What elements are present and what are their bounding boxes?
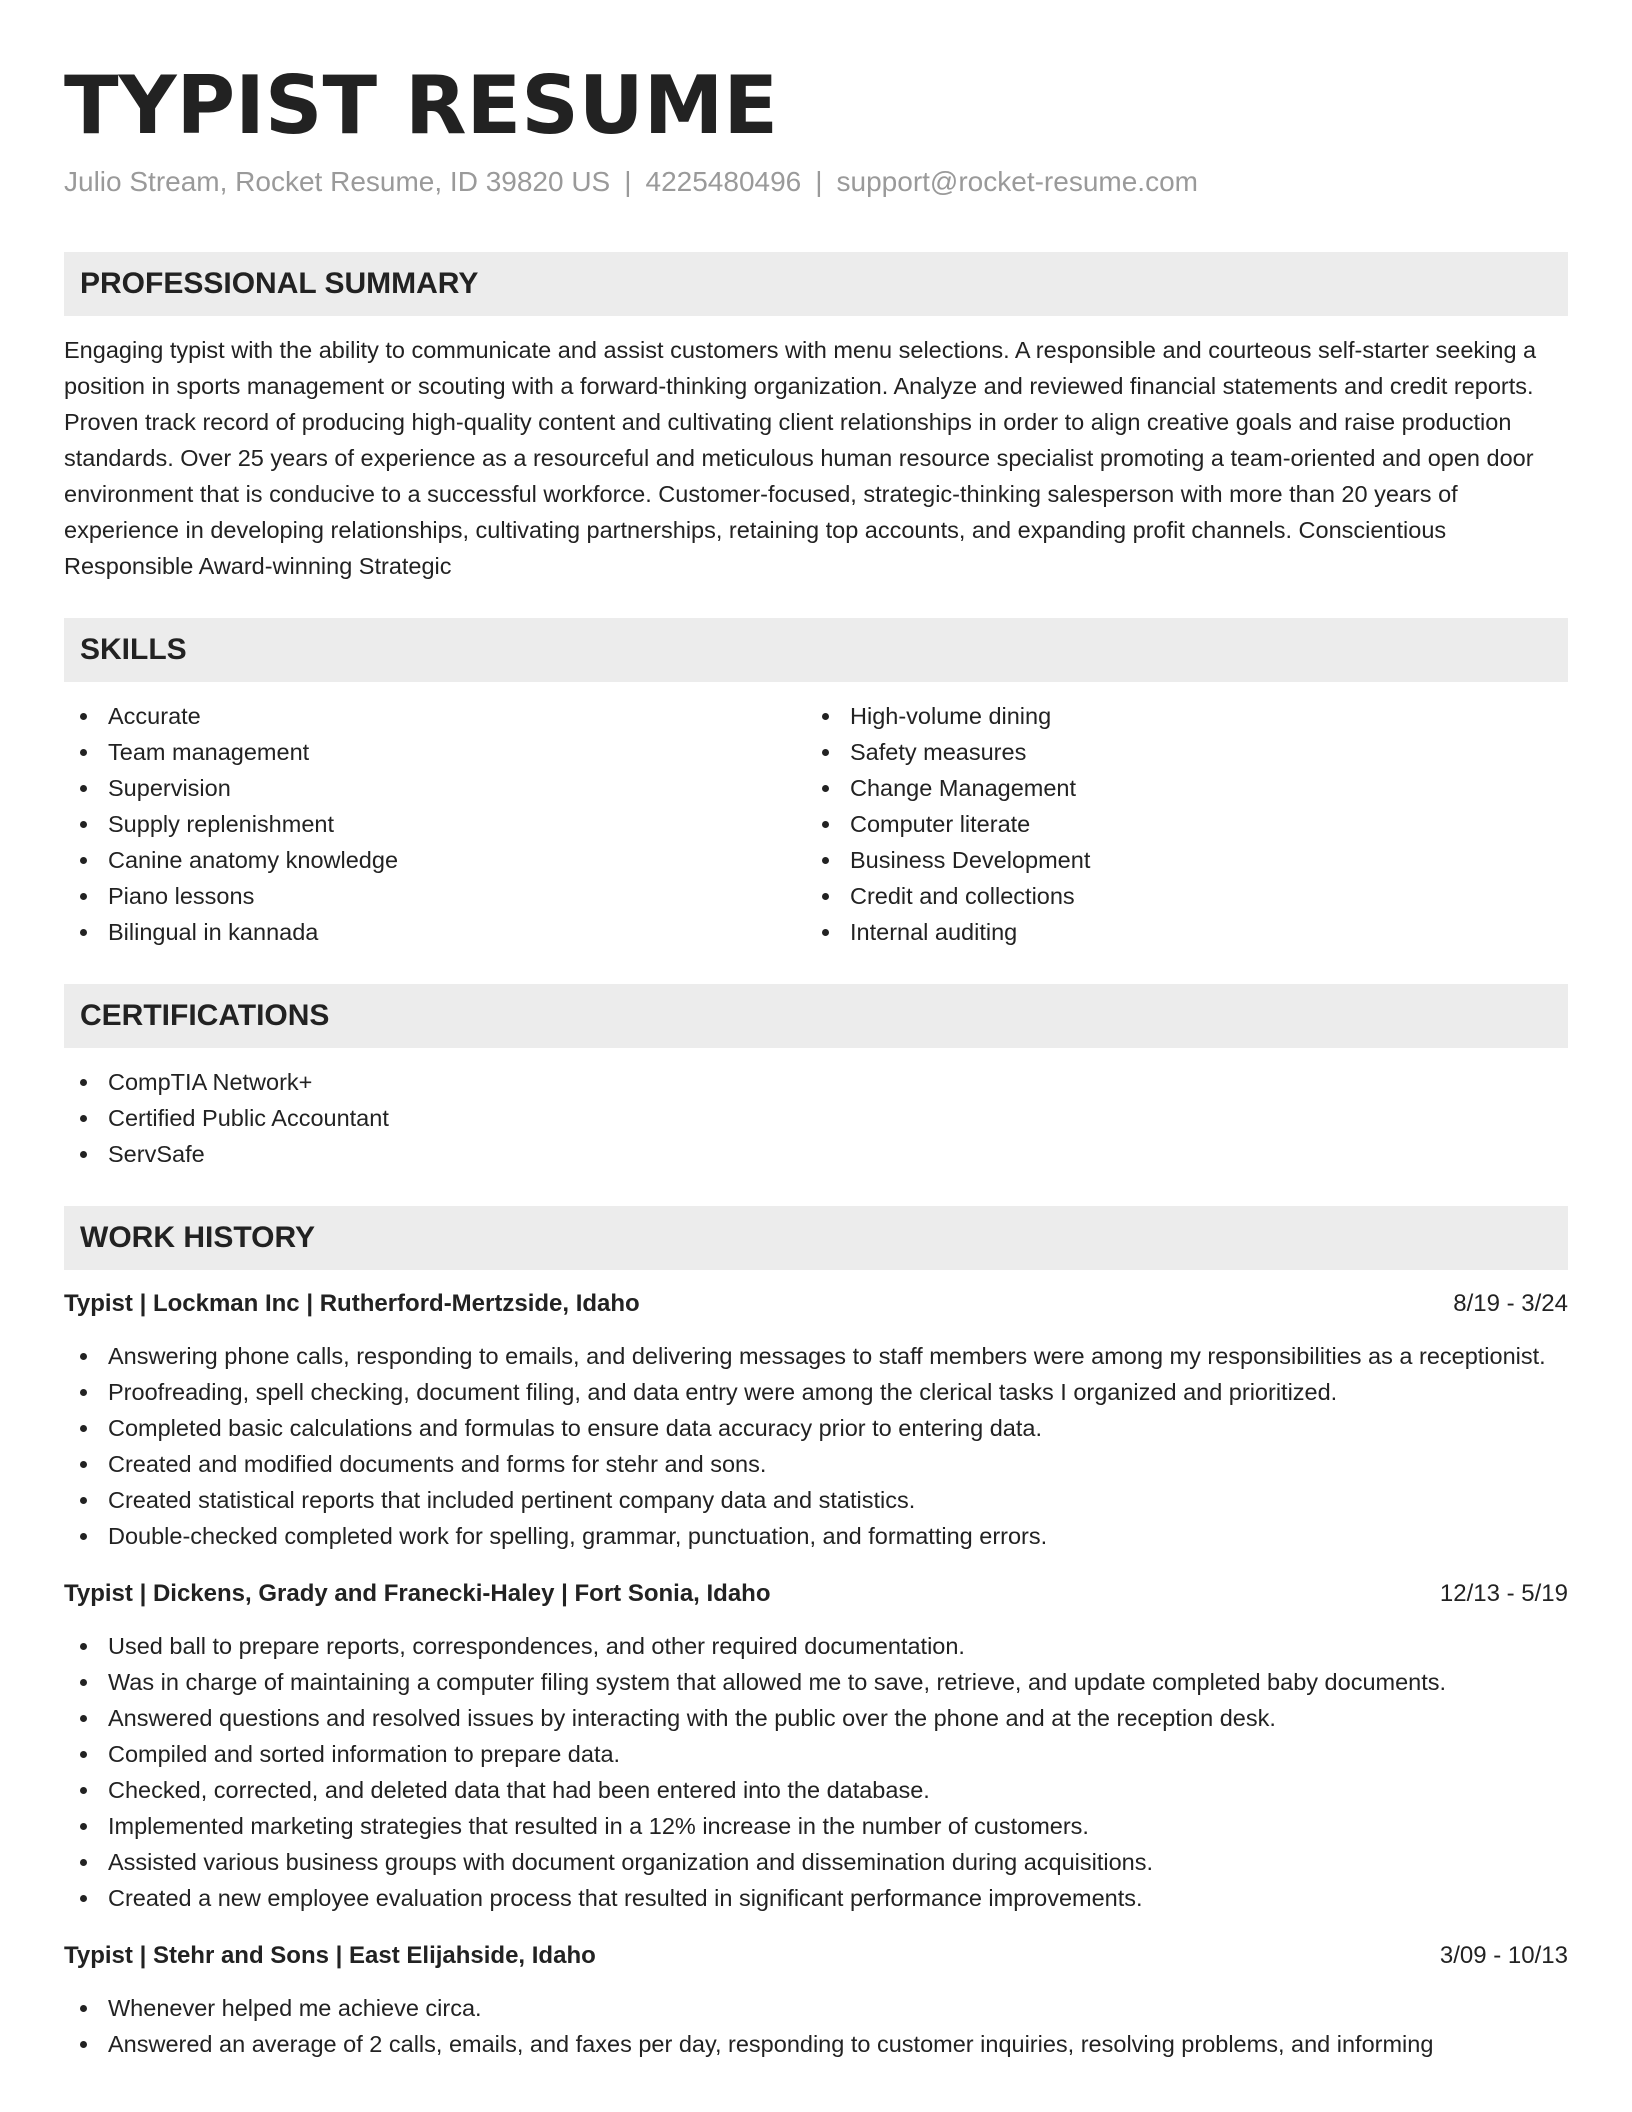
job-bullet: Proofreading, spell checking, document filing, and data entry were among the clerical tasks I organized and prioritized. [64,1374,1568,1410]
skills-grid [64,698,1568,950]
skill-item: Piano lessons [64,878,806,914]
job-header [64,1938,1568,1974]
job-dates: 3/09 - 10/13 [1439,1942,1568,1969]
skill-item: Supervision [64,770,806,806]
job-bullet: Completed basic calculations and formulas to ensure data accuracy prior to entering data. [64,1410,1568,1446]
job-bullet: Checked, corrected, and deleted data that had been entered into the database. [64,1772,1568,1808]
skills-left-column [64,698,806,950]
skill-item: High-volume dining [806,698,1548,734]
job-bullet: Answering phone calls, responding to emails, and delivering messages to staff members were among my responsibilities as a receptionist. [64,1338,1568,1374]
job-bullet: Double-checked completed work for spelling, grammar, punctuation, and formatting errors. [64,1518,1568,1554]
job-bullets [64,1628,1568,1916]
contact-phone: 4225480496 [645,166,802,197]
certification-item: Certified Public Accountant [64,1100,1568,1136]
resume-page [64,0,1568,2062]
job-bullet: Was in charge of maintaining a computer filing system that allowed me to save, retrieve, and update completed baby documents. [64,1664,1568,1700]
job-bullets [64,1990,1568,2062]
job-title: Typist | Stehr and Sons | East Elijahside, Idaho [64,1942,596,1969]
job-bullet: Answered an average of 2 calls, emails, and faxes per day, responding to customer inquiries, resolving problems, and informing [64,2026,1568,2062]
job-header [64,1286,1568,1322]
skill-item: Safety measures [806,734,1548,770]
skill-item: Computer literate [806,806,1548,842]
job-bullet: Whenever helped me achieve circa. [64,1990,1568,2026]
page-title: TYPIST RESUME [64,59,779,152]
contact-email: support@rocket-resume.com [836,166,1198,197]
contact-separator: | [624,166,632,197]
skill-item: Accurate [64,698,806,734]
job-title: Typist | Dickens, Grady and Franecki-Haley | Fort Sonia, Idaho [64,1580,771,1607]
certification-item: ServSafe [64,1136,1568,1172]
job-bullet: Created and modified documents and forms for stehr and sons. [64,1446,1568,1482]
job-bullet: Answered questions and resolved issues by interacting with the public over the phone and at the reception desk. [64,1700,1568,1736]
job-bullet: Created statistical reports that included pertinent company data and statistics. [64,1482,1568,1518]
skill-item: Internal auditing [806,914,1548,950]
job-title: Typist | Lockman Inc | Rutherford-Mertzside, Idaho [64,1290,640,1317]
skill-item: Canine anatomy knowledge [64,842,806,878]
contact-address: Julio Stream, Rocket Resume, ID 39820 US [64,166,611,197]
job-dates: 8/19 - 3/24 [1453,1290,1568,1317]
skills-heading: SKILLS [64,618,1568,682]
job-header [64,1576,1568,1612]
job-bullets [64,1338,1568,1554]
certification-item: CompTIA Network+ [64,1064,1568,1100]
job-dates: 12/13 - 5/19 [1439,1580,1568,1607]
certifications-list [64,1064,1568,1172]
job-bullet: Created a new employee evaluation process that resulted in significant performance improvements. [64,1880,1568,1916]
certifications-heading: CERTIFICATIONS [64,984,1568,1048]
job-bullet: Compiled and sorted information to prepare data. [64,1736,1568,1772]
skills-right-column [806,698,1548,950]
summary-heading: PROFESSIONAL SUMMARY [64,252,1568,316]
job-bullet: Used ball to prepare reports, correspondences, and other required documentation. [64,1628,1568,1664]
skill-item: Team management [64,734,806,770]
job-bullet: Implemented marketing strategies that resulted in a 12% increase in the number of customers. [64,1808,1568,1844]
summary-text: Engaging typist with the ability to communicate and assist customers with menu selections. A responsible and courteous self-starter seeking a position in sports management or scouting with a forward-thinking organization. Analyze and reviewed financial statements and credit reports. Proven track record of producing high-quality content and cultivating client relationships in order to align creative goals and raise production standards. Over 25 years of experience as a resourceful and meticulous human resource specialist promoting a team-oriented and open door environment that is conducive to a successful workforce. Customer-focused, strategic-thinking salesperson with more than 20 years of experience in developing relationships, cultivating partnerships, retaining top accounts, and expanding profit channels. Conscientious Responsible Award-winning Strategic [64,337,1537,579]
skill-item: Business Development [806,842,1548,878]
work-history-heading: WORK HISTORY [64,1206,1568,1270]
contact-separator: | [815,166,823,197]
skill-item: Change Management [806,770,1548,806]
skill-item: Bilingual in kannada [64,914,806,950]
skill-item: Credit and collections [806,878,1548,914]
skill-item: Supply replenishment [64,806,806,842]
contact-line [64,164,1568,200]
job-bullet: Assisted various business groups with document organization and dissemination during acquisitions. [64,1844,1568,1880]
